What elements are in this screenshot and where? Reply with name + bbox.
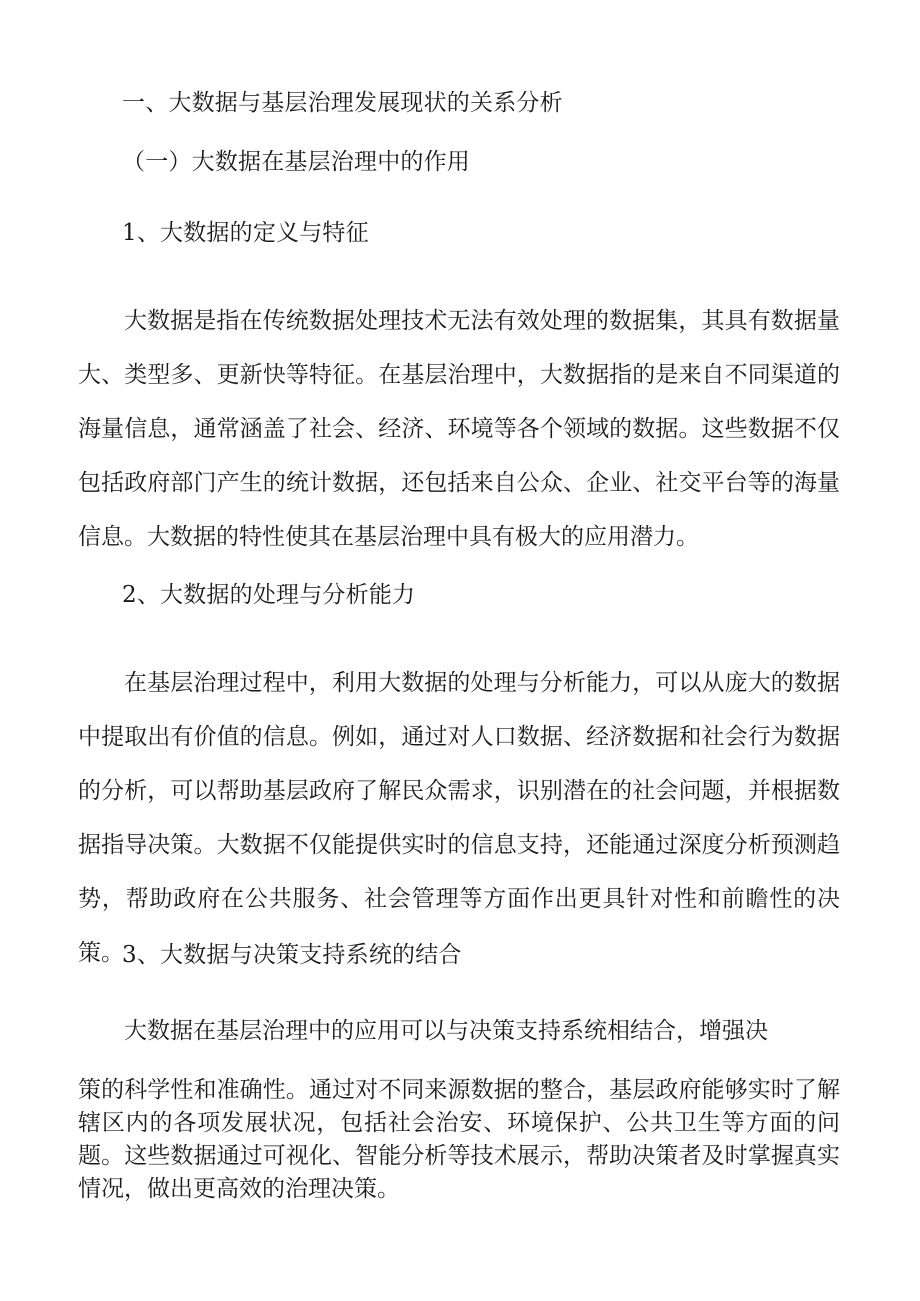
heading-level-1: 一、大数据与基层治理发展现状的关系分析 (122, 90, 563, 116)
paragraph-text-first-line: 大数据在基层治理中的应用可以与决策支持系统相结合，增强决 (124, 1018, 768, 1044)
section-title-3: 3、大数据与决策支持系统的结合 (122, 942, 462, 968)
paragraph-text: 在基层治理过程中，利用大数据的处理与分析能力，可以从庞大的数据中提取出有价值的信息。例如，通过对人口数据、经济数据和社会行为数据的分析，可以帮助基层政府了解民众需求，识别潜在的社会问题，并根据数据指导决策。大数据不仅能提供实时的信息支持，还能通过深度分析预测趋势，帮助政府在公共服务、社会管理等方面作出更具针对性和前瞻性的决策。 (78, 670, 840, 966)
paragraph-text-continued: 策的科学性和准确性。通过对不同来源数据的整合，基层政府能够实时了解辖区内的各项发展状况，包括社会治安、环境保护、公共卫生等方面的问题。这些数据通过可视化、智能分析等技术展示，帮助决策者及时掌握真实情况，做出更高效的治理决策。 (78, 1077, 840, 1202)
section-body-3 (78, 1013, 840, 1206)
paragraph-text: 大数据是指在传统数据处理技术无法有效处理的数据集，其具有数据量大、类型多、更新快等特征。在基层治理中，大数据指的是来自不同渠道的海量信息，通常涵盖了社会、经济、环境等各个领域的数据。这些数据不仅包括政府部门产生的统计数据，还包括来自公众、企业、社交平台等的海量信息。大数据的特性使其在基层治理中具有极大的应用潜力。 (78, 308, 840, 550)
section-title-1: 1、大数据的定义与特征 (122, 220, 369, 246)
section-title-2: 2、大数据的处理与分析能力 (122, 582, 416, 608)
section-body-1 (78, 294, 840, 564)
section-body-2 (78, 656, 840, 980)
heading-level-2: （一）大数据在基层治理中的作用 (122, 149, 470, 175)
